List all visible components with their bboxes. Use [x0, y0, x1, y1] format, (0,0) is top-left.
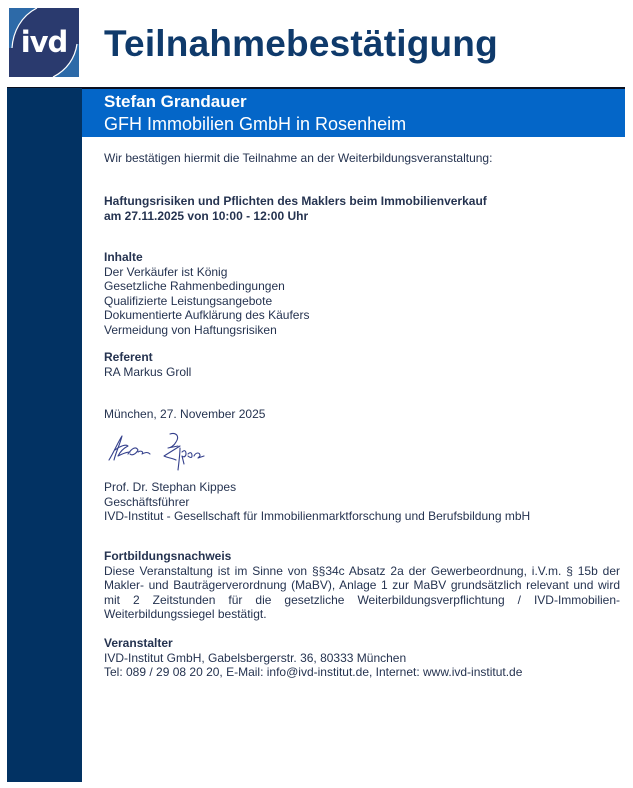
sidebar-bar [7, 88, 82, 782]
certification-block [104, 549, 620, 622]
signatory-role: Geschäftsführer [104, 494, 190, 509]
contents-item: Gesetzliche Rahmenbedingungen [104, 279, 285, 293]
event-title: Haftungsrisiken und Pflichten des Maklers beim Immobilienverkauf [104, 194, 487, 208]
intro-line: Wir bestätigen hiermit die Teilnahme an der Weiterbildungsveranstaltung: [104, 151, 493, 165]
signatory-organization: IVD-Institut - Gesellschaft für Immobilienmarktforschung und Berufsbildung mbH [104, 509, 531, 523]
contents-item: Vermeidung von Haftungsrisiken [104, 322, 277, 337]
participant-banner [82, 89, 625, 137]
speaker-block [104, 350, 620, 379]
intro-text [104, 151, 620, 166]
signature-icon [106, 430, 216, 477]
contents-heading: Inhalte [104, 250, 143, 264]
signatory-name: Prof. Dr. Stephan Kippes [104, 480, 237, 494]
contents-item: Qualifizierte Leistungsangebote [104, 293, 273, 308]
organizer-heading: Veranstalter [104, 636, 173, 650]
signatory-block [104, 480, 620, 524]
contents-item: Dokumentierte Aufklärung des Käufers [104, 308, 310, 322]
event-block [104, 194, 620, 223]
contents-block [104, 250, 620, 337]
event-datetime: am 27.11.2025 von 10:00 - 12:00 Uhr [104, 208, 309, 223]
logo-text: ivd [20, 25, 68, 59]
participant-name: Stefan Grandauer [104, 92, 247, 111]
participant-company: GFH Immobilien GmbH in Rosenheim [104, 114, 407, 134]
ivd-logo [9, 8, 79, 77]
speaker-heading: Referent [104, 350, 153, 364]
contents-item: Der Verkäufer ist König [104, 264, 228, 279]
certification-text: Diese Veranstaltung ist im Sinne von §§34c Absatz 2a der Gewerbeordnung, i.V.m. § 15b der Makler- und Bauträgerverordnung (MaBV), Anlage 1 zur MaBV grundsätzlich relevant und wird mit 2 Zeitstunden für die gesetzliche Weiterbildungsverpflichtung / IVD-Immobilien-Weiterbildungssiegel bestätigt. [104, 563, 620, 621]
certification-heading: Fortbildungsnachweis [104, 549, 232, 563]
organizer-block [104, 636, 620, 680]
place-date-text: München, 27. November 2025 [104, 407, 266, 421]
organizer-address: IVD-Institut GmbH, Gabelsbergerstr. 36, 80333 München [104, 650, 407, 665]
page-title: Teilnahmebestätigung [104, 23, 498, 64]
speaker-name: RA Markus Groll [104, 364, 192, 379]
organizer-contact: Tel: 089 / 29 08 20 20, E-Mail: info@ivd-institut.de, Internet: www.ivd-institut.de [104, 665, 523, 679]
place-date [104, 407, 620, 422]
